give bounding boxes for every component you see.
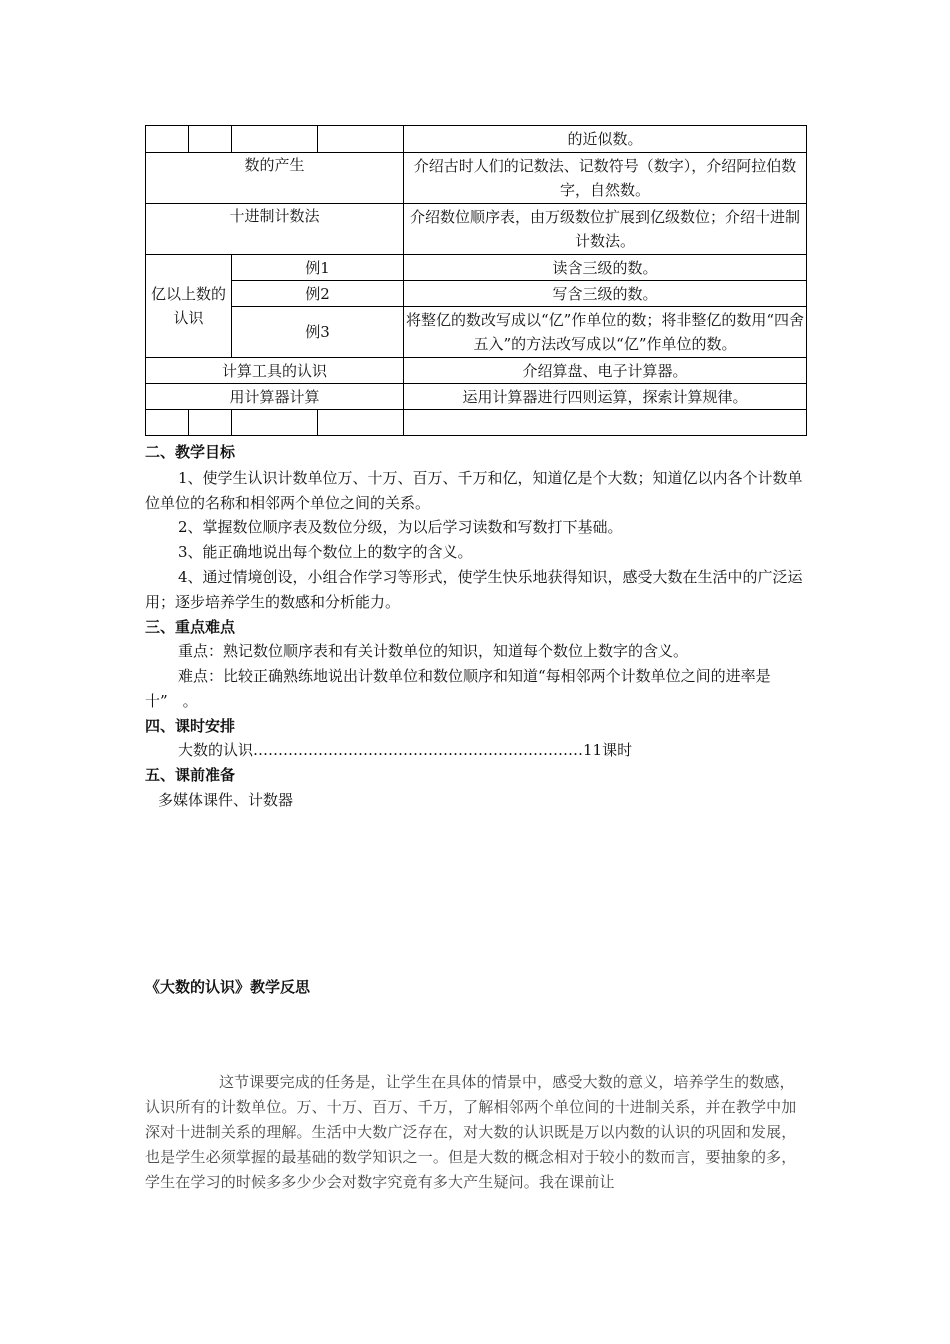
table-cell-empty [189, 410, 232, 436]
table-desc-tools: 介绍算盘、电子计算器。 [404, 358, 807, 384]
difficult-point: 难点：比较正确熟练地说出计数单位和数位顺序和知道“每相邻两个计数单位之间的进率是 十” 。 [145, 667, 786, 710]
table-cell-empty [146, 126, 189, 153]
table-example-desc: 写含三级的数。 [404, 281, 807, 307]
key-point: 重点：熟记数位顺序表和有关计数单位的知识，知道每个数位上数字的含义。 [178, 642, 689, 660]
table-label-origin: 数的产生 [146, 153, 404, 204]
table-desc-calc: 运用计算器进行四则运算，探索计算规律。 [404, 384, 807, 410]
table-cell-approx: 的近似数。 [404, 126, 807, 153]
content-table [145, 125, 807, 436]
table-label-tools: 计算工具的认识 [146, 358, 404, 384]
goal-item-2: 2、掌握数位顺序表及数位分级，为以后学习读数和写数打下基础。 [178, 518, 623, 536]
goal-item-3: 3、能正确地说出每个数位上的数字的含义。 [178, 543, 473, 561]
section3-heading: 三、重点难点 [145, 618, 236, 636]
table-example-desc: 读含三级的数。 [404, 255, 807, 281]
table-cell-empty [404, 410, 807, 436]
preparation-line: 多媒体课件、计数器 [158, 791, 294, 809]
table-example-label: 例2 [232, 281, 404, 307]
goal-item-1: 1、使学生认识计数单位万、十万、百万、千万和亿，知道亿是个大数；知道亿以内各个计数单位单位的名称和相邻两个单位之间的关系。 [145, 469, 803, 512]
table-example-desc: 将整亿的数改写成以“亿”作单位的数；将非整亿的数用“四舍五入”的方法改写成以“亿”作单位的数。 [404, 307, 807, 358]
table-desc-decimal: 介绍数位顺序表，由万级数位扩展到亿级数位；介绍十进制计数法。 [404, 204, 807, 255]
table-desc-origin: 介绍古时人们的记数法、记数符号（数字），介绍阿拉伯数字，自然数。 [404, 153, 807, 204]
reflection-body: 这节课要完成的任务是，让学生在具体的情景中，感受大数的意义，培养学生的数感，认识所有的计数单位。万、十万、百万、千万，了解相邻两个单位间的十进制关系，并在教学中加深对十进制关系的理解。生活中大数广泛存在，对大数的认识既是万以内数的认识的巩固和发展，也是学生必须掌握的最基础的数学知识之一。但是大数的概念相对于较小的数而言，要抽象的多，学生在学习的时候多多少少会对数字究竟有多大产生疑问。我在课前让 [145, 1073, 797, 1191]
section2-heading: 二、教学目标 [145, 443, 236, 461]
table-cell-empty [232, 126, 318, 153]
table-label-calc: 用计算器计算 [146, 384, 404, 410]
table-cell-empty [232, 410, 318, 436]
table-example-label: 例3 [232, 307, 404, 358]
section4-heading: 四、课时安排 [145, 717, 236, 735]
reflection-title: 《大数的认识》教学反思 [145, 978, 311, 996]
goal-item-4: 4、通过情境创设，小组合作学习等形式，使学生快乐地获得知识，感受大数在生活中的广泛运用；逐步培养学生的数感和分析能力。 [145, 568, 803, 611]
table-cell-empty [189, 126, 232, 153]
schedule-line: 大数的认识…………………………………………………………11课时 [178, 741, 633, 759]
section5-heading: 五、课前准备 [145, 766, 236, 784]
table-example-label: 例1 [232, 255, 404, 281]
table-group-label: 亿以上数的认识 [146, 255, 232, 358]
table-cell-empty [318, 126, 404, 153]
table-cell-empty [318, 410, 404, 436]
table-cell-empty [146, 410, 189, 436]
table-label-decimal: 十进制计数法 [146, 204, 404, 255]
